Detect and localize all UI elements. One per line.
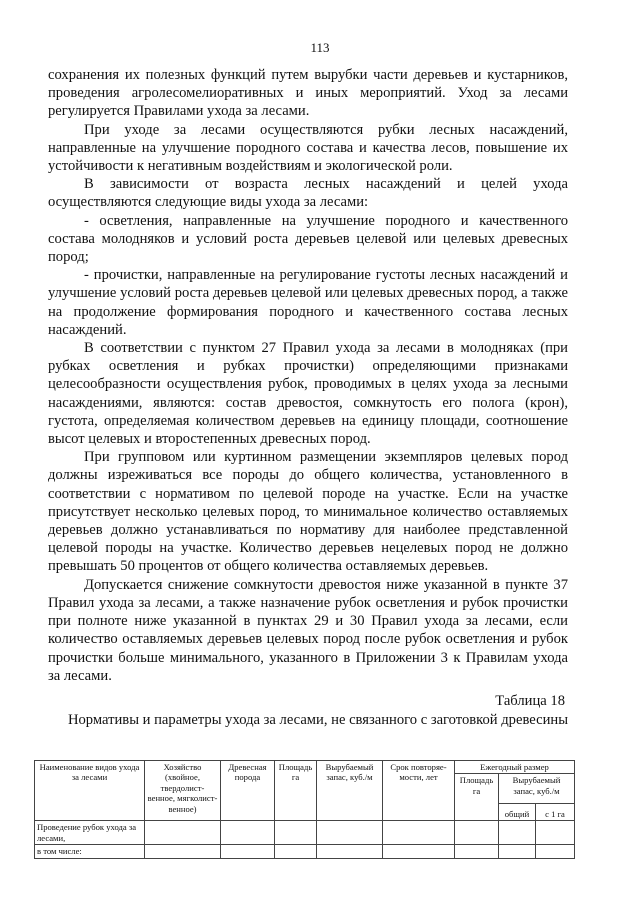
- table-cell: [145, 821, 221, 845]
- table-label: Таблица 18: [495, 693, 565, 709]
- list-item: - осветления, направленные на улучшение породного и качественного состава молодняков и условий роста деревьев целевой или целевых древесных пород;: [48, 212, 568, 266]
- table-header-row: [35, 761, 575, 774]
- table-cell: [536, 821, 575, 845]
- header-total: общий: [499, 804, 536, 821]
- paragraph: При групповом или куртинном размещении экземпляров целевых пород должны изреживаться все породы до общего количества, установленного в соответствии с нормативом по целевой породе на участке. Если на участке присутствует несколько целевых пород, то минимальное количество оставляемых деревьев должно устанавливаться по нормативу для наиболее представленной целевой породы на участке. Количество деревьев нецелевых пород не должно превышать 50 процентов от общего количества оставляемых деревьев.: [48, 449, 568, 575]
- table-cell: [275, 821, 317, 845]
- table-cell: [221, 845, 275, 858]
- table-cell: [317, 821, 383, 845]
- table-cell: в том числе:: [35, 845, 145, 858]
- table-cell: [383, 845, 455, 858]
- table-cell: [275, 845, 317, 858]
- table-cell: [383, 821, 455, 845]
- paragraph: При уходе за лесами осуществляются рубки лесных насаждений, направленные на улучшение породного состава и качества лесов, повышение их устойчивости к негативным воздействиям и экологической роли.: [48, 121, 568, 175]
- table-cell: [145, 845, 221, 858]
- paragraph: В соответствии с пунктом 27 Правил ухода за лесами в молодняках (при рубках осветления и рубках прочистки) определяющими признаками целесообразности осуществления рубок, проводимых в целях ухода за лесными насаждениями, являются: состав древостоя, сомкнутость его полога (крон), густота, определяемая количеством деревьев на единицу площади, соотношение высот целевых и второстепенных древесных пород.: [48, 340, 568, 448]
- header-annual-stock: Вырубаемый запас, куб./м: [499, 774, 575, 804]
- table-cell: [221, 821, 275, 845]
- table-cell: [317, 845, 383, 858]
- list-item: - прочистки, направленные на регулирование густоты лесных насаждений и улучшение условий роста деревьев целевой или целевых древесных пород, а также на продолжение формирования породного и качественного состава лесных насаждений.: [48, 267, 568, 338]
- header-species: Древесная порода: [221, 761, 275, 821]
- table-row: [35, 821, 575, 845]
- table-cell: [455, 845, 499, 858]
- header-per-ha: с 1 га: [536, 804, 575, 821]
- table-cell: [499, 845, 536, 858]
- header-period: Срок повторяе-мости, лет: [383, 761, 455, 821]
- paragraph: В зависимости от возраста лесных насаждений и целей ухода осуществляются следующие виды ухода за лесами:: [48, 176, 568, 211]
- table-cell: [499, 821, 536, 845]
- table-cell: Проведение рубок ухода за лесами,: [35, 821, 145, 845]
- table-cell: [455, 821, 499, 845]
- page-number: 113: [310, 40, 330, 55]
- header-farm: Хозяйство (хвойное, твердолист-венное, мягколист-венное): [145, 761, 221, 821]
- table-title: Нормативы и параметры ухода за лесами, не связанного с заготовкой древесины: [67, 712, 569, 728]
- table-row: [35, 845, 575, 858]
- header-stock: Вырубаемый запас, куб./м: [317, 761, 383, 821]
- document-body: [48, 66, 568, 685]
- header-annual: Ежегодный размер: [455, 761, 575, 774]
- header-annual-area: Площадь га: [455, 774, 499, 821]
- paragraph: сохранения их полезных функций путем вырубки части деревьев и кустарников, проведения агролесомелиоративных и иных мероприятий. Уход за лесами регулируется Правилами ухода за лесами.: [48, 67, 568, 120]
- header-type: Наименование видов ухода за лесами: [35, 761, 145, 821]
- header-area: Площадь га: [275, 761, 317, 821]
- norms-table: [34, 760, 575, 859]
- paragraph: Допускается снижение сомкнутости древостоя ниже указанной в пункте 37 Правил ухода за лесами, а также назначение рубок осветления и рубок прочистки при полноте ниже указанной в пунктах 29 и 30 Правил ухода за лесами, если количество оставляемых деревьев целевых пород после рубок осветления и рубок прочистки больше минимального, указанного в Приложении 3 к Правилам ухода за лесами.: [48, 576, 568, 684]
- table-cell: [536, 845, 575, 858]
